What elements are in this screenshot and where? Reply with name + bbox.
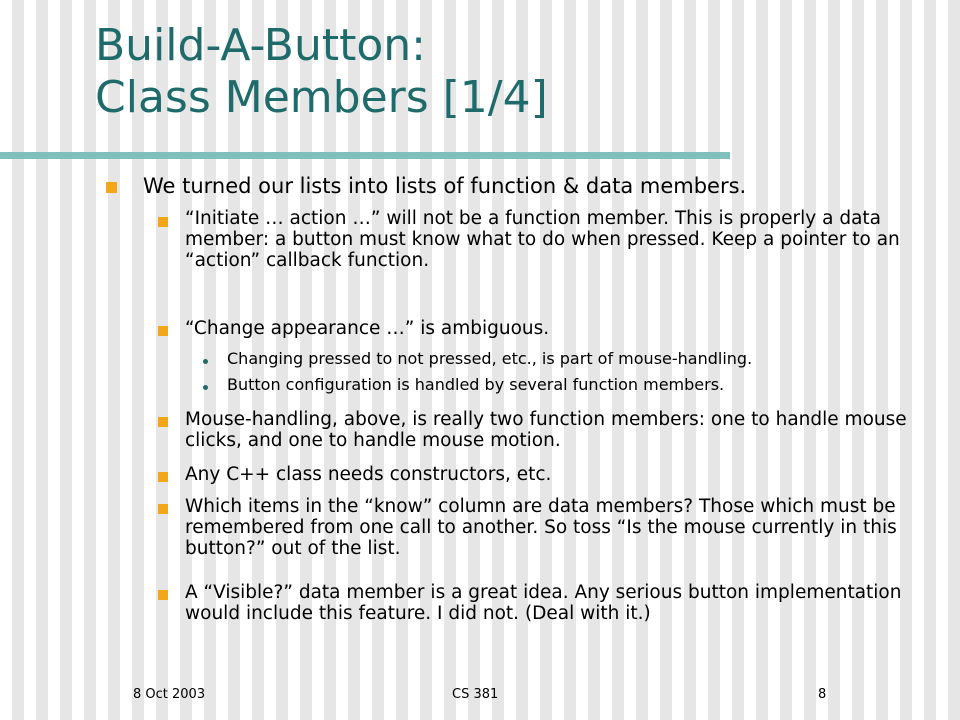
bullet-square-icon [158,326,168,336]
bullet-sub-2-b: Button configuration is handled by several function members. [227,375,725,394]
bullet-sub-5: Which items in the “know” column are data members? Those which must be remembered from one call to another. So toss “Is the mouse currently in this button?” out of the list. [185,496,897,559]
footer-page-number: 8 [818,687,827,702]
bullet-sub-3: Mouse-handling, above, is really two function members: one to handle mouse clicks, and one to handle mouse motion. [185,409,907,451]
slide-title [95,20,895,124]
bullet-square-icon [158,590,168,600]
bullet-square-icon [158,217,168,227]
bullet-dot-icon [203,385,208,390]
bullet-square-icon [158,472,168,482]
title-line-2: Class Members [1/4] [95,72,548,123]
bullet-square-icon [158,504,168,514]
bullet-sub-4: Any C++ class needs constructors, etc. [185,464,552,485]
bullet-square-icon [158,417,168,427]
title-line-1: Build-A-Button: [95,20,427,71]
footer-date: 8 Oct 2003 [133,687,206,702]
footer-course: CS 381 [452,687,499,702]
bullet-sub-1: “Initiate … action …” will not be a function member. This is properly a data member: a button must know what to do when pressed. Keep a pointer to an “action” callback function. [185,208,900,271]
bullet-dot-icon [203,359,208,364]
bullet-square-icon [106,182,117,193]
bullet-sub-2: “Change appearance …” is ambiguous. [185,318,550,339]
title-underline [0,152,730,159]
bullet-main: We turned our lists into lists of function & data members. [143,174,747,198]
bullet-sub-2-a: Changing pressed to not pressed, etc., is part of mouse-handling. [227,349,753,368]
bullet-sub-6: A “Visible?” data member is a great idea. Any serious button implementation would include this feature. I did not. (Deal with it.) [185,582,902,624]
